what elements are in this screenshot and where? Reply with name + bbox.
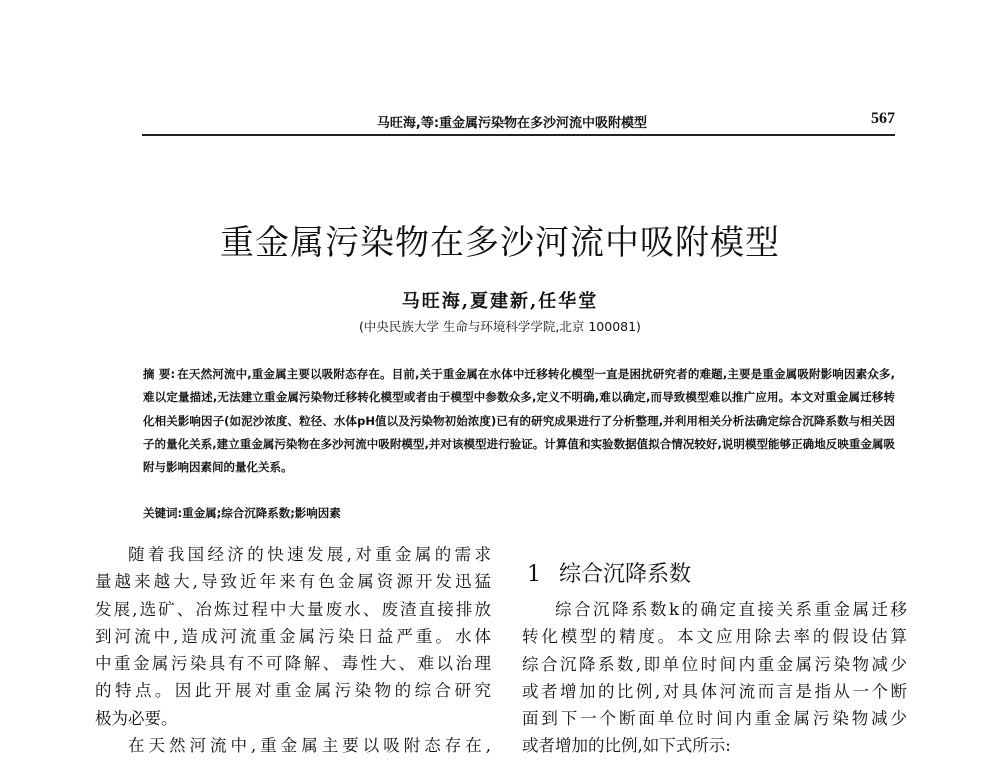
section-heading: [527, 557, 691, 588]
section-title: 综合沉降系数: [559, 562, 692, 587]
text-line: 或者增加的比例,对具体河流而言是指从一个断: [522, 681, 907, 701]
text-line: 或者增加的比例,如下式所示:: [522, 736, 731, 756]
keywords-label: 关键词:: [143, 506, 183, 520]
running-title: 马旺海,等:重金属污染物在多沙河流中吸附模型: [376, 116, 648, 131]
abstract: [143, 363, 895, 479]
abstract-text: 在天然河流中,重金属主要以吸附态存在。目前,关于重金属在水体中迁移转化模型一直是困扰研究者的难题,主要是重金属吸附影响因素众多,难以定量描述,无法建立重金属污染物迁移转化模型或者由于模型中参数众多,定义不明确,难以确定,而导致模型难以推广应用。本文对重金属迁移转化相关影响因子(如泥沙浓度、粒径、水体pH值以及污染物初始浓度)已有的研究成果进行了分析整理,并利用相关分析法确定综合沉降系数与相关因子的量化关系,建立重金属污染物在多沙河流中吸附模型,并对该模型进行验证。计算值和实验数据值拟合情况较好,说明模型能够正确地反映重金属吸附与影响因素间的量化关系。: [143, 367, 895, 475]
text-line: 极为必要。: [95, 708, 178, 728]
running-header: [142, 110, 895, 136]
text-line: 面到下一个断面单位时间内重金属污染物减少: [522, 709, 907, 729]
text-line: 发展,选矿、冶炼过程中大量废水、废渣直接排放: [95, 599, 491, 619]
keywords: [143, 505, 341, 521]
text-line: 综合沉降系数k的确定直接关系重金属迁移: [555, 600, 907, 619]
text-line: 中重金属污染具有不可降解、毒性大、难以治理: [95, 654, 491, 674]
right-column: [522, 596, 907, 760]
left-column: [95, 541, 491, 759]
abstract-label: 摘 要:: [143, 367, 176, 381]
text-line: 转化模型的精度。本文应用除去率的假设估算: [522, 627, 907, 647]
text-line: 在天然河流中,重金属主要以吸附态存在,: [128, 736, 491, 756]
keywords-text: 重金属;综合沉降系数;影响因素: [182, 506, 341, 520]
text-line: 综合沉降系数,即单位时间内重金属污染物减少: [522, 654, 907, 674]
paper-title: 重金属污染物在多沙河流中吸附模型: [220, 223, 780, 263]
text-line: 到河流中,造成河流重金属污染日益严重。水体: [95, 626, 491, 646]
affiliation: (中央民族大学 生命与环境科学学院,北京 100081): [359, 319, 641, 334]
text-line: 随着我国经济的快速发展,对重金属的需求: [128, 545, 491, 564]
page-number: 567: [871, 110, 895, 127]
text-line: 量越来越大,导致近年来有色金属资源开发迅猛: [95, 572, 491, 592]
section-number: 1: [527, 562, 541, 587]
text-line: 的特点。因此开展对重金属污染物的综合研究: [95, 681, 491, 701]
authors: 马旺海,夏建新,任华堂: [401, 291, 599, 312]
